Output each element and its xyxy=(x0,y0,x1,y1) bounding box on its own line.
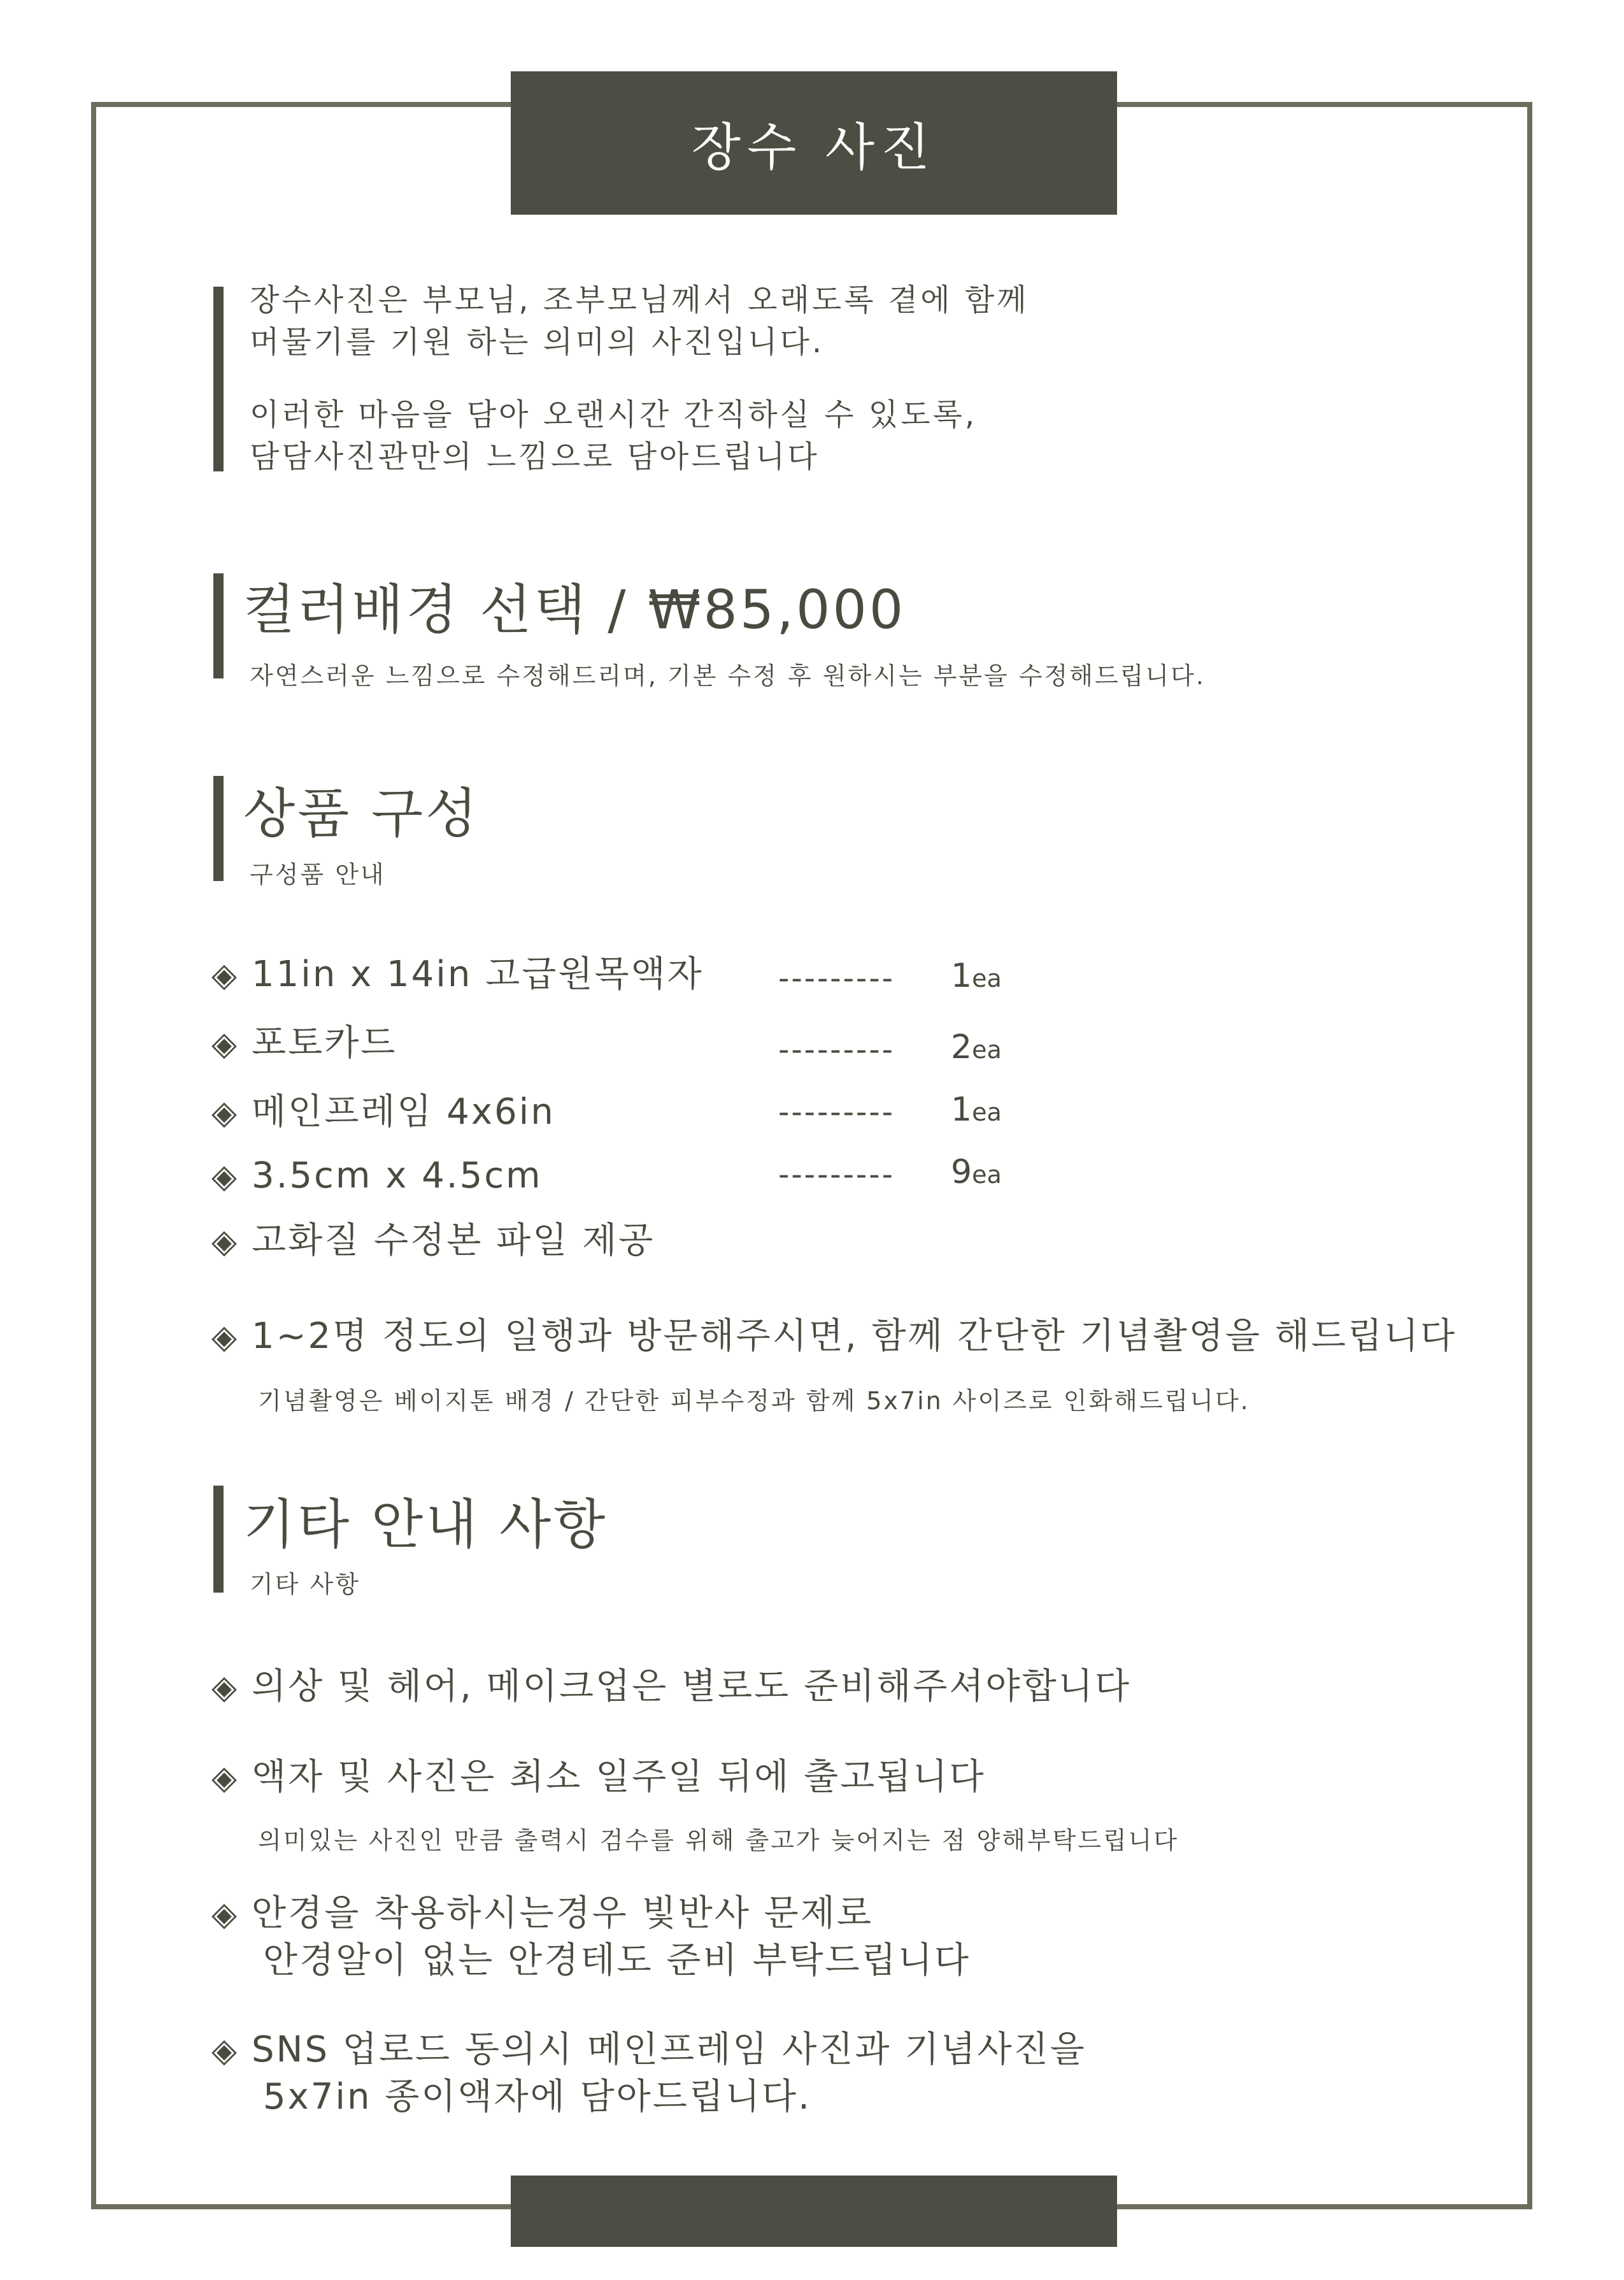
leader-dashes: --------- xyxy=(778,1094,895,1130)
etc-item-text: 액자 및 사진은 최소 일주일 뒤에 출고됩니다 xyxy=(252,1756,986,1798)
quantity-value: 1 xyxy=(951,1091,972,1129)
product-item-quantity xyxy=(951,1091,1002,1129)
etc-item-text: SNS 업로드 동의시 메인프레임 사진과 기념사진을 xyxy=(252,2029,1086,2070)
etc-item xyxy=(211,2026,1086,2075)
footer-bar xyxy=(511,2176,1117,2247)
etc-accent-bar xyxy=(213,1486,224,1593)
diamond-bullet-icon: ◈ xyxy=(211,1222,239,1261)
product-item-quantity xyxy=(951,1028,1002,1066)
product-item xyxy=(211,950,704,1000)
intro-line: 담담사진관만의 느낌으로 담아드립니다 xyxy=(250,439,820,475)
etc-item-text: 안경을 착용하시는경우 빛반사 문제로 xyxy=(252,1893,873,1934)
price-accent-bar xyxy=(213,573,224,678)
diamond-bullet-icon: ◈ xyxy=(211,1668,239,1707)
quantity-value: 9 xyxy=(951,1153,972,1191)
page-title-text: 장수 사진 xyxy=(691,118,937,177)
intro-accent-bar xyxy=(213,287,224,471)
product-item-label: 3.5cm x 4.5cm xyxy=(252,1155,543,1196)
etc-item-note: 의미있는 사진인 만큼 출력시 검수를 위해 출고가 늦어지는 점 양해부탁드립니다 xyxy=(258,1826,1179,1854)
product-item-label: 메인프레임 4x6in xyxy=(252,1091,555,1133)
etc-subtext: 기타 사항 xyxy=(250,1570,360,1598)
bonus-note: 기념촬영은 베이지톤 배경 / 간단한 피부수정과 함께 5x7in 사이즈로 인화해드립니다. xyxy=(258,1387,1250,1415)
diamond-bullet-icon: ◈ xyxy=(211,1158,239,1196)
intro-line: 이러한 마음을 담아 오랜시간 간직하실 수 있도록, xyxy=(250,397,978,433)
quantity-value: 1 xyxy=(951,957,972,995)
intro-line: 머물기를 기원 하는 의미의 사진입니다. xyxy=(250,324,825,360)
quantity-unit: ea xyxy=(972,1098,1002,1126)
etc-item xyxy=(211,1889,873,1939)
product-accent-bar xyxy=(213,776,224,881)
etc-item-continuation: 안경알이 없는 안경테도 준비 부탁드립니다 xyxy=(263,1940,971,1981)
diamond-bullet-icon: ◈ xyxy=(211,1895,239,1933)
product-item-quantity xyxy=(951,1153,1002,1191)
leader-dashes: --------- xyxy=(778,1032,895,1068)
diamond-bullet-icon: ◈ xyxy=(211,1025,239,1063)
quantity-value: 2 xyxy=(951,1028,972,1066)
product-heading: 상품 구성 xyxy=(243,782,480,845)
price-heading: 컬러배경 선택 / ₩85,000 xyxy=(243,578,906,641)
product-item xyxy=(211,1019,397,1068)
product-item xyxy=(211,1088,555,1137)
page-title xyxy=(511,71,1117,215)
product-item xyxy=(211,1152,543,1201)
bonus-label: 1~2명 정도의 일행과 방문해주시면, 함께 간단한 기념촬영을 해드립니다 xyxy=(252,1316,1457,1357)
leader-dashes: --------- xyxy=(778,961,895,996)
etc-item xyxy=(211,1663,1131,1712)
product-item-label: 고화질 수정본 파일 제공 xyxy=(252,1220,655,1261)
diamond-bullet-icon: ◈ xyxy=(211,956,239,994)
quantity-unit: ea xyxy=(972,1036,1002,1064)
quantity-unit: ea xyxy=(972,964,1002,993)
product-subtext: 구성품 안내 xyxy=(250,861,386,889)
etc-heading: 기타 안내 사항 xyxy=(243,1493,608,1556)
etc-item xyxy=(211,1753,986,1802)
diamond-bullet-icon: ◈ xyxy=(211,1759,239,1797)
etc-item-text: 의상 및 헤어, 메이크업은 별로도 준비해주셔야합니다 xyxy=(252,1666,1131,1707)
diamond-bullet-icon: ◈ xyxy=(211,2032,239,2070)
product-item-label: 11in x 14in 고급원목액자 xyxy=(252,954,704,995)
bonus-item xyxy=(211,1312,1457,1361)
etc-item-continuation: 5x7in 종이액자에 담아드립니다. xyxy=(263,2076,811,2118)
diamond-bullet-icon: ◈ xyxy=(211,1094,239,1132)
product-item-quantity xyxy=(951,957,1002,995)
product-item xyxy=(211,1217,655,1266)
price-subtext: 자연스러운 느낌으로 수정해드리며, 기본 수정 후 원하시는 부분을 수정해드립니다. xyxy=(250,662,1206,690)
diamond-bullet-icon: ◈ xyxy=(211,1318,239,1356)
product-item-label: 포토카드 xyxy=(252,1022,397,1064)
leader-dashes: --------- xyxy=(778,1157,895,1193)
quantity-unit: ea xyxy=(972,1161,1002,1189)
intro-line: 장수사진은 부모님, 조부모님께서 오래도록 곁에 함께 xyxy=(250,282,1029,318)
